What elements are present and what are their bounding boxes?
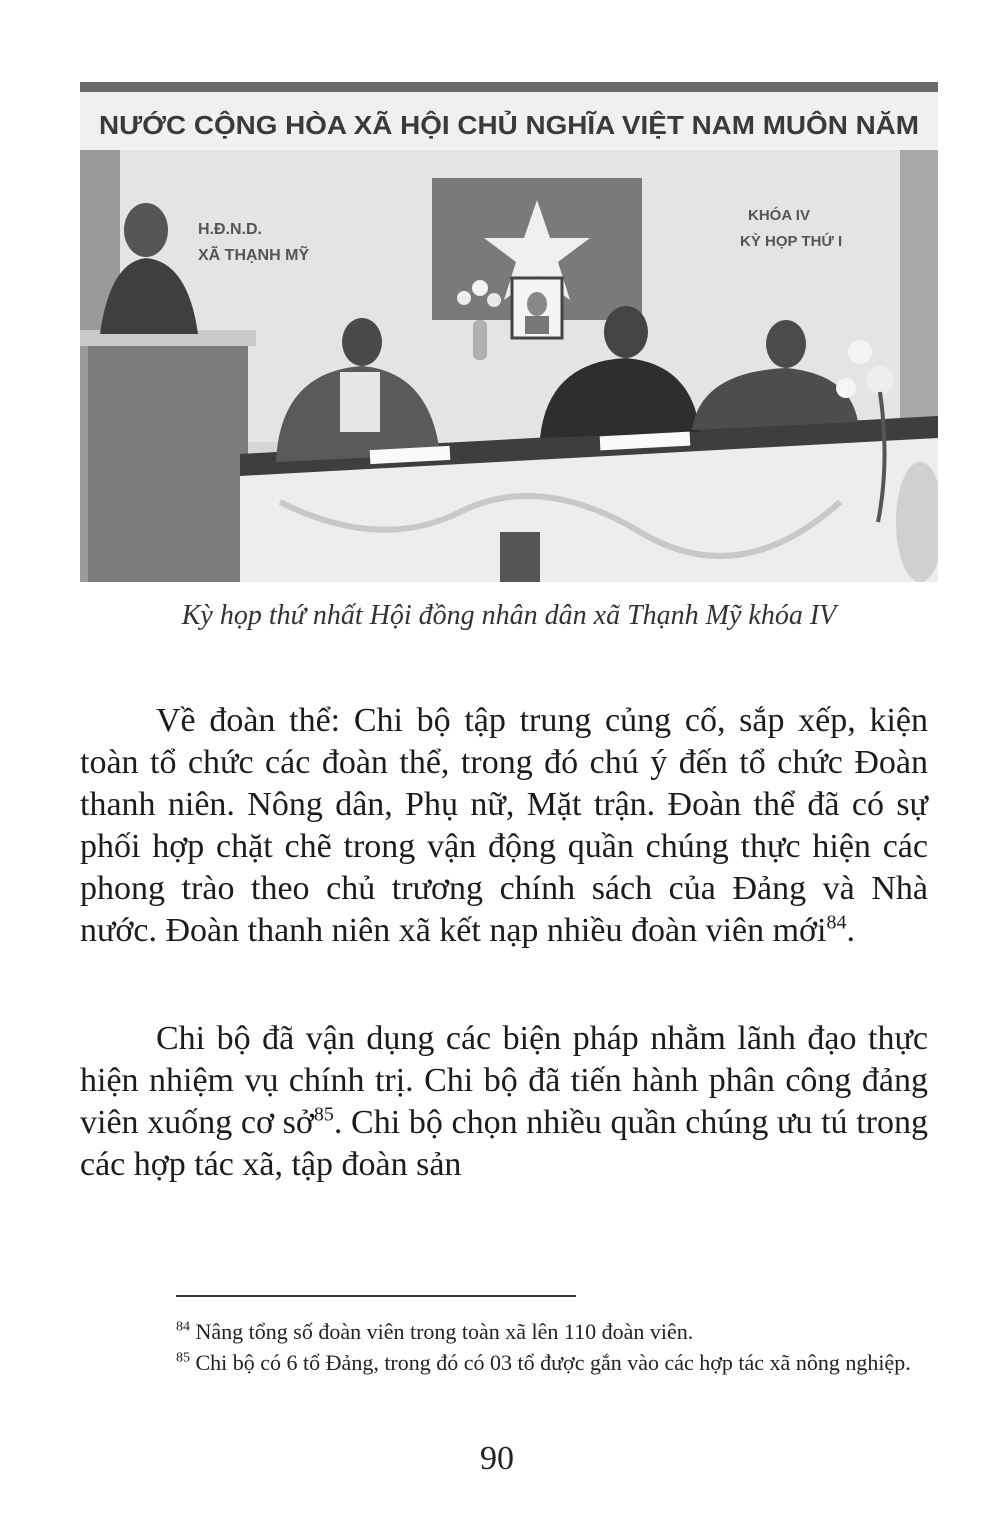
photo-caption: Kỳ họp thứ nhất Hội đồng nhân dân xã Thạnh Mỹ khóa IV xyxy=(181,600,837,631)
paragraph-1-end: . xyxy=(846,912,855,949)
footnote-text: Chi bộ có 6 tổ Đảng, trong đó có 03 tổ được gắn vào các hợp tác xã nông nghiệp. xyxy=(190,1350,911,1375)
portrait-frame xyxy=(512,278,562,338)
paragraph-2 xyxy=(80,1018,928,1186)
sign-left-line1: H.Đ.N.D. xyxy=(198,221,262,238)
footnote-text: Nâng tổng số đoàn viên trong toàn xã lên 110 đoàn viên. xyxy=(190,1319,694,1344)
podium xyxy=(80,330,256,582)
paragraph-2-text: Chi bộ đã vận dụng các biện pháp nhằm lãnh đạo thực hiện nhiệm vụ chính trị. Chi bộ đã tiến hành phân công đảng viên xuống cơ sở xyxy=(80,1020,928,1141)
sign-right-line2: KỲ HỌP THỨ I xyxy=(740,233,843,250)
footnote-number: 85 xyxy=(176,1350,190,1366)
footnote-ref-84[interactable]: 84 xyxy=(826,911,847,934)
meeting-photo xyxy=(80,82,938,582)
sign-left-line2: XÃ THẠNH MỸ xyxy=(198,247,310,264)
paragraph-1-text: Về đoàn thể: Chi bộ tập trung củng cố, sắp xếp, kiện toàn tổ chức các đoàn thể, trong đó chú ý đến tổ chức Đoàn thanh niên. Nông dân, Phụ nữ, Mặt trận. Đoàn thể đã có sự phối hợp chặt chẽ trong vận động quần chúng thực hiện các phong trào theo chủ trương chính sách của Đảng và Nhà nước. Đoàn thanh niên xã kết nạp nhiều đoàn viên mới xyxy=(80,702,928,949)
paragraph-1 xyxy=(80,700,928,952)
footnote-number: 84 xyxy=(176,1319,190,1335)
footnote-divider xyxy=(176,1295,576,1297)
paragraph-2-end: . Chi bộ chọn nhiều quần chúng ưu tú trong các hợp tác xã, tập đoàn sản xyxy=(80,1104,928,1183)
page-number: 90 xyxy=(480,1440,514,1477)
sign-right-line1: KHÓA IV xyxy=(748,207,810,224)
photo-banner-text: NƯỚC CỘNG HÒA XÃ HỘI CHỦ NGHĨA VIỆT NAM MUÔN NĂM xyxy=(99,110,865,140)
footnote-84 xyxy=(80,1316,928,1347)
footnote-ref-85[interactable]: 85 xyxy=(313,1103,334,1126)
footnote-85 xyxy=(80,1347,928,1378)
